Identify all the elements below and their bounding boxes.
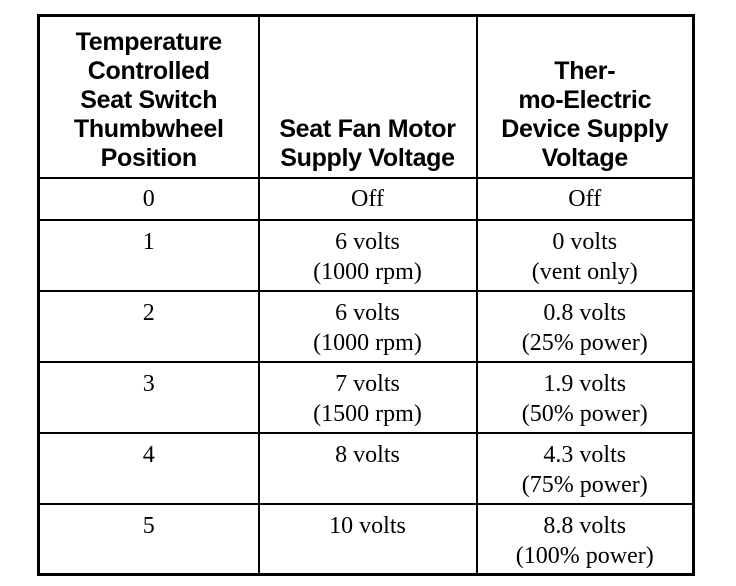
fan-voltage-cell xyxy=(259,178,477,220)
header-fan-supply-voltage xyxy=(259,16,477,178)
cell-text: 6 volts xyxy=(335,299,400,326)
header-line: Seat Switch xyxy=(80,85,218,114)
fan-voltage-cell xyxy=(259,433,477,504)
cell-text: (vent only) xyxy=(531,258,638,285)
cell-text: 2 xyxy=(142,299,155,326)
cell-text: 8 volts xyxy=(335,441,400,468)
header-line: Temperature xyxy=(75,27,222,56)
thermo-voltage-cell xyxy=(477,220,694,291)
position-cell xyxy=(39,178,259,220)
table-row xyxy=(39,504,694,575)
cell-text: 1 xyxy=(142,228,155,255)
voltage-table-container xyxy=(37,14,692,573)
position-cell xyxy=(39,433,259,504)
cell-text: 1.9 volts xyxy=(543,370,627,397)
thermo-voltage-cell xyxy=(477,291,694,362)
fan-voltage-cell xyxy=(259,291,477,362)
cell-text: 10 volts xyxy=(329,512,406,539)
position-cell xyxy=(39,504,259,575)
table-row xyxy=(39,220,694,291)
table-row xyxy=(39,433,694,504)
cell-text: 7 volts xyxy=(335,370,400,397)
cell-text: 8.8 volts xyxy=(543,512,627,539)
header-row xyxy=(39,16,694,178)
table-row xyxy=(39,362,694,433)
cell-text: 5 xyxy=(142,512,155,539)
fan-voltage-cell xyxy=(259,362,477,433)
header-line: Device Supply xyxy=(501,114,669,143)
cell-text: 4 xyxy=(142,441,155,468)
cell-text: 0 volts xyxy=(552,228,618,255)
thermo-voltage-cell xyxy=(477,178,694,220)
thermo-voltage-cell xyxy=(477,362,694,433)
header-line: mo-Electric xyxy=(518,85,652,114)
cell-text: 6 volts xyxy=(335,228,400,255)
header-thumbwheel-position xyxy=(39,16,259,178)
header-line: Supply Voltage xyxy=(280,143,455,172)
header-line: Position xyxy=(100,143,197,172)
cell-text: Off xyxy=(351,185,384,212)
cell-text: (1500 rpm) xyxy=(313,400,422,427)
cell-text: (100% power) xyxy=(515,542,654,569)
seat-voltage-table xyxy=(37,14,695,576)
cell-text: (25% power) xyxy=(521,329,648,356)
fan-voltage-cell xyxy=(259,504,477,575)
cell-text: 4.3 volts xyxy=(543,441,627,468)
position-cell xyxy=(39,291,259,362)
thermo-voltage-cell xyxy=(477,433,694,504)
table-row xyxy=(39,178,694,220)
thermo-voltage-cell xyxy=(477,504,694,575)
header-line: Controlled xyxy=(87,56,210,85)
position-cell xyxy=(39,220,259,291)
cell-text: 3 xyxy=(142,370,155,397)
cell-text: (50% power) xyxy=(521,400,648,427)
header-line: Thumbwheel xyxy=(73,114,224,143)
fan-voltage-cell xyxy=(259,220,477,291)
cell-text: 0.8 volts xyxy=(543,299,627,326)
cell-text: (1000 rpm) xyxy=(313,329,422,356)
cell-text: (1000 rpm) xyxy=(313,258,422,285)
table-row xyxy=(39,291,694,362)
cell-text: Off xyxy=(568,185,602,212)
header-thermo-electric-voltage xyxy=(477,16,694,178)
header-line: Seat Fan Motor xyxy=(279,114,456,143)
header-line: Ther- xyxy=(554,56,616,85)
cell-text: 0 xyxy=(142,185,155,212)
position-cell xyxy=(39,362,259,433)
header-line: Voltage xyxy=(541,143,628,172)
cell-text: (75% power) xyxy=(521,471,648,498)
